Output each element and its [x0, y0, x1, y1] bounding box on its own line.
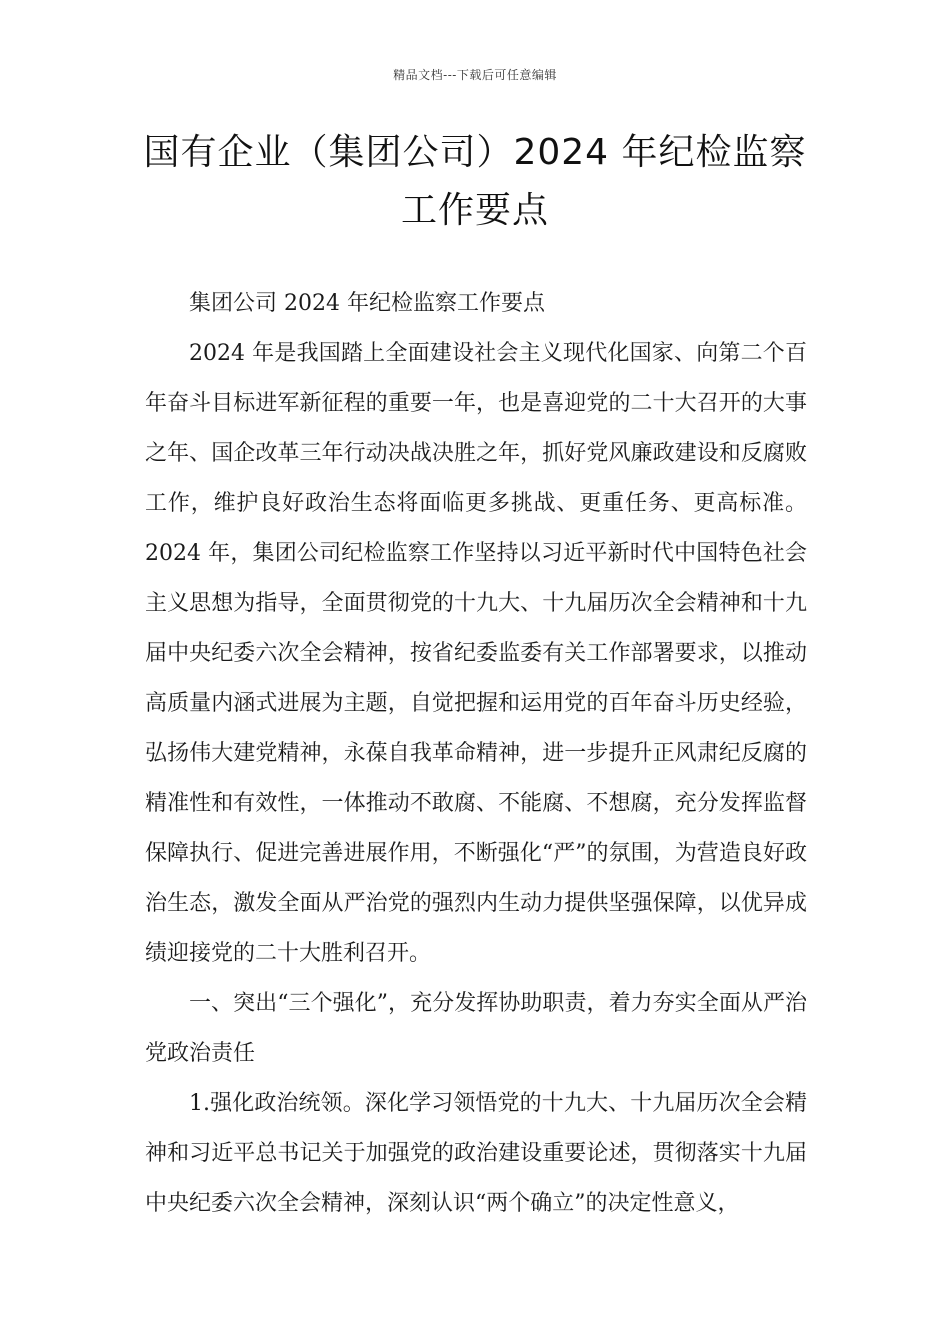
document-title — [100, 124, 850, 240]
document-body — [145, 279, 807, 1229]
header-note: 精品文档---下载后可任意编辑 — [393, 68, 557, 82]
title-line-1: 国有企业（集团公司）2024 年纪检监察 — [143, 132, 807, 173]
paragraph-item-1: 1.强化政治统领。深化学习领悟党的十九大、十九届历次全会精神和习近平总书记关于加强党的政治建设重要论述，贯彻落实十九届中央纪委六次全会精神，深刻认识“两个确立”的决定性意义， — [145, 1091, 807, 1216]
paragraph-subtitle: 集团公司 2024 年纪检监察工作要点 — [189, 291, 545, 316]
section-heading-1: 一、突出“三个强化”，充分发挥协助职责，着力夯实全面从严治党政治责任 — [145, 991, 807, 1066]
title-line-2: 工作要点 — [400, 190, 549, 231]
paragraph-intro: 2024 年是我国踏上全面建设社会主义现代化国家、向第二个百年奋斗目标进军新征程的重要一年，也是喜迎党的二十大召开的大事之年、国企改革三年行动决战决胜之年，抓好党风廉政建设和反腐败工作，维护良好政治生态将面临更多挑战、更重任务、更高标准。2024 年，集团公司纪检监察工作坚持以习近平新时代中国特色社会主义思想为指导，全面贯彻党的十九大、十九届历次全会精神和十九届中央纪委六次全会精神，按省纪委监委有关工作部署要求，以推动高质量内涵式进展为主题，自觉把握和运用党的百年奋斗历史经验，弘扬伟大建党精神，永葆自我革命精神，进一步提升正风肃纪反腐的精准性和有效性，一体推动不敢腐、不能腐、不想腐，充分发挥监督保障执行、促进完善进展作用，不断强化“严”的氛围，为营造良好政治生态，激发全面从严治党的强烈内生动力提供坚强保障，以优异成绩迎接党的二十大胜利召开。 — [145, 341, 807, 966]
